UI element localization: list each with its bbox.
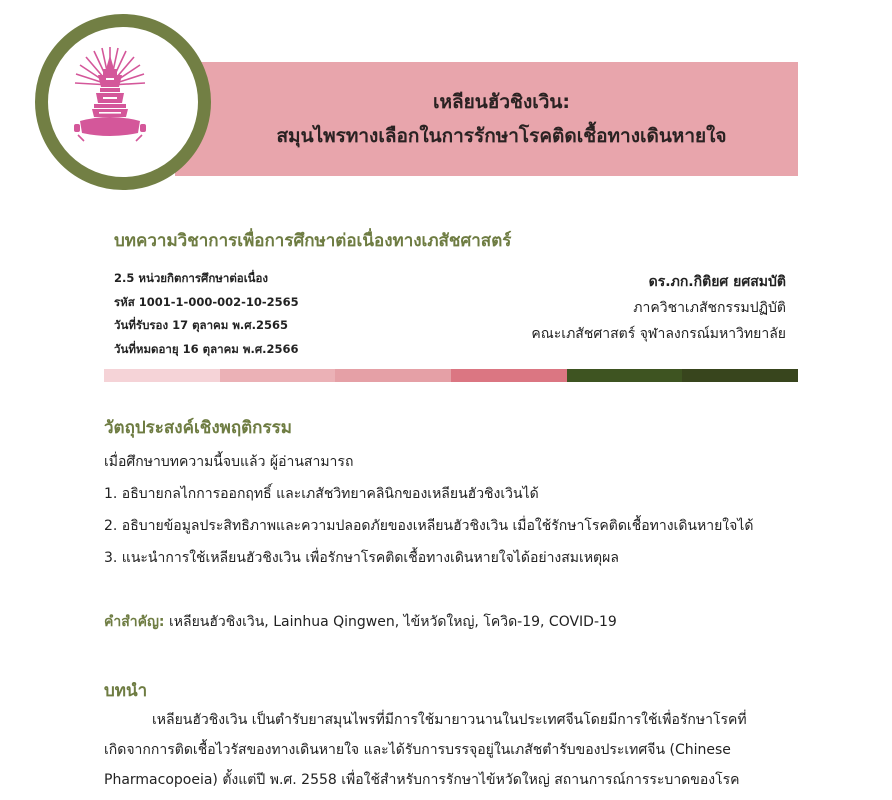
intro-line: เกิดจากการติดเชื้อไวรัสของทางเดินหายใจ และได้รับการบรรจุอยู่ในเภสัชตำรับของประเทศจีน (Chinese [104, 742, 731, 758]
keywords-line [104, 611, 617, 633]
chula-emblem-icon [70, 41, 150, 147]
accreditation-info [114, 268, 299, 362]
keywords-text: เหลียนฮัวชิงเวิน, Lainhua Qingwen, ไข้หวัดใหญ่, โควิด-19, COVID-19 [164, 614, 617, 630]
color-bar-segment [104, 369, 220, 382]
logo-ring [35, 14, 211, 190]
color-bar-segment [567, 369, 683, 382]
title-banner [175, 62, 798, 176]
article-title [205, 62, 798, 176]
expiry-date: วันที่หมดอายุ 16 ตุลาคม พ.ศ.2566 [114, 341, 299, 356]
certified-date: วันที่รับรอง 17 ตุลาคม พ.ศ.2565 [114, 318, 288, 332]
author-faculty: คณะเภสัชศาสตร์ จุฬาลงกรณ์มหาวิทยาลัย [531, 326, 786, 342]
decorative-color-bar [104, 369, 798, 382]
objective-item: 3. แนะนำการใช้เหลียนฮัวชิงเวิน เพื่อรักษาโรคติดเชื้อทางเดินหายใจได้อย่างสมเหตุผล [104, 550, 619, 566]
color-bar-segment [451, 369, 567, 382]
objectives-heading: วัตถุประสงค์เชิงพฤติกรรม [104, 418, 292, 438]
intro-paragraph [104, 705, 796, 795]
color-bar-segment [335, 369, 451, 382]
objective-item: 2. อธิบายข้อมูลประสิทธิภาพและความปลอดภัยของเหลียนฮัวชิงเวิน เมื่อใช้รักษาโรคติดเชื้อทางเดินหายใจได้ [104, 518, 754, 534]
author-name: ดร.ภก.กิติยศ ยศสมบัติ [648, 274, 786, 290]
title-line-1: เหลียนฮัวชิงเวิน: [433, 91, 570, 113]
intro-heading: บทนำ [104, 681, 148, 701]
intro-line: เหลียนฮัวชิงเวิน เป็นตำรับยาสมุนไพรที่มีการใช้มายาวนานในประเทศจีนโดยมีการใช้เพื่อรักษาโรคที่ [152, 712, 747, 728]
color-bar-segment [682, 369, 798, 382]
title-line-2: สมุนไพรทางเลือกในการรักษาโรคติดเชื้อทางเดินหายใจ [276, 125, 727, 147]
credits-text: 2.5 หน่วยกิตการศึกษาต่อเนื่อง [114, 271, 269, 285]
article-category: บทความวิชาการเพื่อการศึกษาต่อเนื่องทางเภสัชศาสตร์ [114, 231, 512, 251]
code-text: รหัส 1001-1-000-002-10-2565 [114, 294, 299, 309]
author-info [531, 270, 786, 348]
keywords-label: คำสำคัญ: [104, 614, 165, 630]
author-department: ภาควิชาเภสัชกรรมปฏิบัติ [633, 300, 786, 316]
objective-item: 1. อธิบายกลไกการออกฤทธิ์ และเภสัชวิทยาคลินิกของเหลียนฮัวชิงเวินได้ [104, 486, 539, 502]
intro-line: Pharmacopoeia) ตั้งแต่ปี พ.ศ. 2558 เพื่อใช้สำหรับการรักษาไข้หวัดใหญ่ สถานการณ์การระบาดของโรค [104, 772, 740, 788]
objectives-intro: เมื่อศึกษาบทความนี้จบแล้ว ผู้อ่านสามารถ [104, 454, 354, 470]
color-bar-segment [220, 369, 336, 382]
